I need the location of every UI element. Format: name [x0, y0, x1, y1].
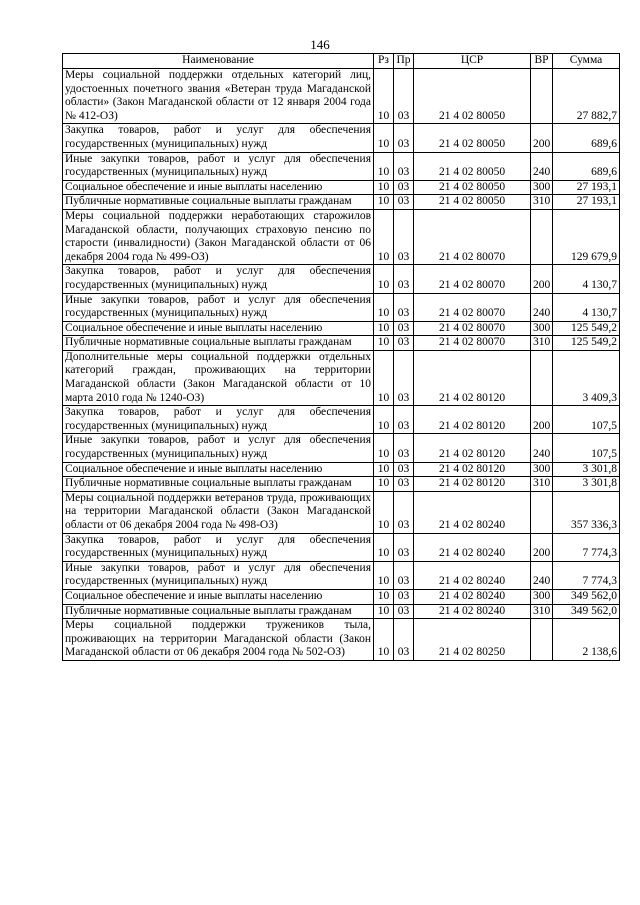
cell-name: Социальное обеспечение и иные выплаты населению — [63, 589, 374, 604]
cell-rz: 10 — [374, 619, 394, 661]
header-name: Наименование — [63, 54, 374, 69]
cell-pr: 03 — [394, 462, 414, 477]
cell-name: Иные закупки товаров, работ и услуг для обеспечения государственных (муниципальных) нужд — [63, 561, 374, 589]
cell-rz: 10 — [374, 462, 394, 477]
cell-name: Публичные нормативные социальные выплаты гражданам — [63, 604, 374, 619]
cell-rz: 10 — [374, 589, 394, 604]
cell-name: Меры социальной поддержки неработающих старожилов Магаданской области, получающих страховую пенсию по старости (инвалидности) (Закон Магаданской области от 06 декабря 2004 года № 499-ОЗ) — [63, 209, 374, 264]
cell-vr: 300 — [531, 462, 553, 477]
cell-vr: 310 — [531, 336, 553, 351]
cell-sum: 3 301,8 — [553, 477, 620, 492]
cell-csr: 21 4 02 80070 — [414, 293, 531, 321]
cell-name: Закупка товаров, работ и услуг для обеспечения государственных (муниципальных) нужд — [63, 533, 374, 561]
cell-rz: 10 — [374, 321, 394, 336]
cell-vr: 240 — [531, 434, 553, 462]
cell-csr: 21 4 02 80240 — [414, 589, 531, 604]
cell-vr — [531, 350, 553, 405]
table-row — [63, 180, 620, 195]
cell-pr: 03 — [394, 477, 414, 492]
cell-csr: 21 4 02 80240 — [414, 533, 531, 561]
cell-csr: 21 4 02 80120 — [414, 406, 531, 434]
page-number: 146 — [310, 37, 330, 52]
cell-name: Меры социальной поддержки ветеранов труда, проживающих на территории Магаданской области (Закон Магаданской области от 06 декабря 2004 года № 498-ОЗ) — [63, 491, 374, 533]
table-row — [63, 152, 620, 180]
cell-rz: 10 — [374, 195, 394, 210]
cell-rz: 10 — [374, 152, 394, 180]
cell-pr: 03 — [394, 561, 414, 589]
cell-name: Публичные нормативные социальные выплаты гражданам — [63, 195, 374, 210]
table-row — [63, 69, 620, 124]
cell-csr: 21 4 02 80250 — [414, 619, 531, 661]
cell-csr: 21 4 02 80050 — [414, 152, 531, 180]
cell-vr: 240 — [531, 152, 553, 180]
cell-name: Иные закупки товаров, работ и услуг для обеспечения государственных (муниципальных) нужд — [63, 152, 374, 180]
cell-name: Меры социальной поддержки тружеников тыла, проживающих на территории Магаданской области (Закон Магаданской области от 06 декабря 2004 года № 502-ОЗ) — [63, 619, 374, 661]
cell-rz: 10 — [374, 604, 394, 619]
cell-sum: 129 679,9 — [553, 209, 620, 264]
cell-sum: 4 130,7 — [553, 265, 620, 293]
cell-vr: 310 — [531, 604, 553, 619]
cell-vr: 200 — [531, 406, 553, 434]
table-row — [63, 195, 620, 210]
table-row — [63, 124, 620, 152]
table-row — [63, 406, 620, 434]
header-csr: ЦСР — [414, 54, 531, 69]
cell-pr: 03 — [394, 152, 414, 180]
table-row — [63, 350, 620, 405]
cell-sum: 3 301,8 — [553, 462, 620, 477]
cell-rz: 10 — [374, 491, 394, 533]
table-row — [63, 434, 620, 462]
cell-pr: 03 — [394, 180, 414, 195]
header-sum: Сумма — [553, 54, 620, 69]
table-row — [63, 209, 620, 264]
cell-sum: 2 138,6 — [553, 619, 620, 661]
cell-csr: 21 4 02 80120 — [414, 434, 531, 462]
cell-name: Иные закупки товаров, работ и услуг для обеспечения государственных (муниципальных) нужд — [63, 434, 374, 462]
cell-pr: 03 — [394, 336, 414, 351]
cell-vr: 300 — [531, 589, 553, 604]
cell-csr: 21 4 02 80240 — [414, 561, 531, 589]
table-row — [63, 533, 620, 561]
cell-sum: 125 549,2 — [553, 321, 620, 336]
cell-vr: 200 — [531, 265, 553, 293]
cell-csr: 21 4 02 80240 — [414, 491, 531, 533]
cell-csr: 21 4 02 80070 — [414, 265, 531, 293]
cell-sum: 125 549,2 — [553, 336, 620, 351]
cell-csr: 21 4 02 80070 — [414, 321, 531, 336]
table-body — [63, 69, 620, 661]
cell-rz: 10 — [374, 180, 394, 195]
table-row — [63, 589, 620, 604]
table-row — [63, 619, 620, 661]
cell-pr: 03 — [394, 406, 414, 434]
cell-pr: 03 — [394, 265, 414, 293]
cell-rz: 10 — [374, 434, 394, 462]
cell-sum: 27 882,7 — [553, 69, 620, 124]
budget-table — [62, 53, 620, 661]
cell-pr: 03 — [394, 604, 414, 619]
cell-vr: 310 — [531, 477, 553, 492]
cell-sum: 27 193,1 — [553, 180, 620, 195]
cell-pr: 03 — [394, 491, 414, 533]
cell-sum: 7 774,3 — [553, 561, 620, 589]
cell-rz: 10 — [374, 406, 394, 434]
cell-name: Закупка товаров, работ и услуг для обеспечения государственных (муниципальных) нужд — [63, 124, 374, 152]
cell-csr: 21 4 02 80240 — [414, 604, 531, 619]
cell-vr — [531, 209, 553, 264]
table-header-row — [63, 54, 620, 69]
cell-name: Дополнительные меры социальной поддержки отдельных категорий граждан, проживающих на территории Магаданской области (Закон Магаданской области от 10 марта 2010 года № 1240-ОЗ) — [63, 350, 374, 405]
cell-sum: 3 409,3 — [553, 350, 620, 405]
table-row — [63, 477, 620, 492]
cell-pr: 03 — [394, 619, 414, 661]
cell-name: Иные закупки товаров, работ и услуг для обеспечения государственных (муниципальных) нужд — [63, 293, 374, 321]
cell-rz: 10 — [374, 265, 394, 293]
cell-vr — [531, 491, 553, 533]
cell-name: Социальное обеспечение и иные выплаты населению — [63, 321, 374, 336]
cell-vr: 240 — [531, 561, 553, 589]
cell-sum: 349 562,0 — [553, 589, 620, 604]
table-row — [63, 561, 620, 589]
cell-name: Закупка товаров, работ и услуг для обеспечения государственных (муниципальных) нужд — [63, 265, 374, 293]
cell-name: Меры социальной поддержки отдельных категорий лиц, удостоенных почетного звания «Ветеран труда Магаданской области» (Закон Магаданской области от 12 января 2004 года № 412-ОЗ) — [63, 69, 374, 124]
cell-csr: 21 4 02 80070 — [414, 336, 531, 351]
table-row — [63, 321, 620, 336]
cell-vr: 240 — [531, 293, 553, 321]
cell-csr: 21 4 02 80120 — [414, 350, 531, 405]
cell-sum: 27 193,1 — [553, 195, 620, 210]
cell-rz: 10 — [374, 69, 394, 124]
table-row — [63, 462, 620, 477]
cell-sum: 689,6 — [553, 152, 620, 180]
table-row — [63, 604, 620, 619]
cell-vr: 300 — [531, 180, 553, 195]
cell-csr: 21 4 02 80120 — [414, 462, 531, 477]
table-row — [63, 293, 620, 321]
cell-name: Социальное обеспечение и иные выплаты населению — [63, 180, 374, 195]
cell-csr: 21 4 02 80070 — [414, 209, 531, 264]
cell-pr: 03 — [394, 69, 414, 124]
cell-pr: 03 — [394, 350, 414, 405]
cell-vr: 200 — [531, 533, 553, 561]
cell-pr: 03 — [394, 124, 414, 152]
cell-sum: 689,6 — [553, 124, 620, 152]
header-rz: Рз — [374, 54, 394, 69]
table-row — [63, 265, 620, 293]
cell-rz: 10 — [374, 209, 394, 264]
cell-name: Социальное обеспечение и иные выплаты населению — [63, 462, 374, 477]
cell-pr: 03 — [394, 293, 414, 321]
cell-csr: 21 4 02 80050 — [414, 124, 531, 152]
table-row — [63, 491, 620, 533]
cell-sum: 357 336,3 — [553, 491, 620, 533]
header-vr: ВР — [531, 54, 553, 69]
cell-csr: 21 4 02 80120 — [414, 477, 531, 492]
cell-rz: 10 — [374, 533, 394, 561]
cell-name: Закупка товаров, работ и услуг для обеспечения государственных (муниципальных) нужд — [63, 406, 374, 434]
cell-sum: 107,5 — [553, 434, 620, 462]
cell-vr — [531, 619, 553, 661]
cell-sum: 7 774,3 — [553, 533, 620, 561]
cell-rz: 10 — [374, 124, 394, 152]
cell-sum: 349 562,0 — [553, 604, 620, 619]
cell-vr: 300 — [531, 321, 553, 336]
cell-pr: 03 — [394, 589, 414, 604]
cell-pr: 03 — [394, 209, 414, 264]
cell-name: Публичные нормативные социальные выплаты гражданам — [63, 336, 374, 351]
header-pr: Пр — [394, 54, 414, 69]
cell-vr — [531, 69, 553, 124]
cell-pr: 03 — [394, 321, 414, 336]
cell-rz: 10 — [374, 293, 394, 321]
cell-csr: 21 4 02 80050 — [414, 180, 531, 195]
cell-rz: 10 — [374, 561, 394, 589]
cell-sum: 4 130,7 — [553, 293, 620, 321]
cell-csr: 21 4 02 80050 — [414, 195, 531, 210]
cell-sum: 107,5 — [553, 406, 620, 434]
cell-rz: 10 — [374, 477, 394, 492]
cell-pr: 03 — [394, 195, 414, 210]
cell-name: Публичные нормативные социальные выплаты гражданам — [63, 477, 374, 492]
cell-pr: 03 — [394, 533, 414, 561]
cell-rz: 10 — [374, 336, 394, 351]
cell-vr: 310 — [531, 195, 553, 210]
table-row — [63, 336, 620, 351]
cell-pr: 03 — [394, 434, 414, 462]
cell-vr: 200 — [531, 124, 553, 152]
cell-rz: 10 — [374, 350, 394, 405]
cell-csr: 21 4 02 80050 — [414, 69, 531, 124]
